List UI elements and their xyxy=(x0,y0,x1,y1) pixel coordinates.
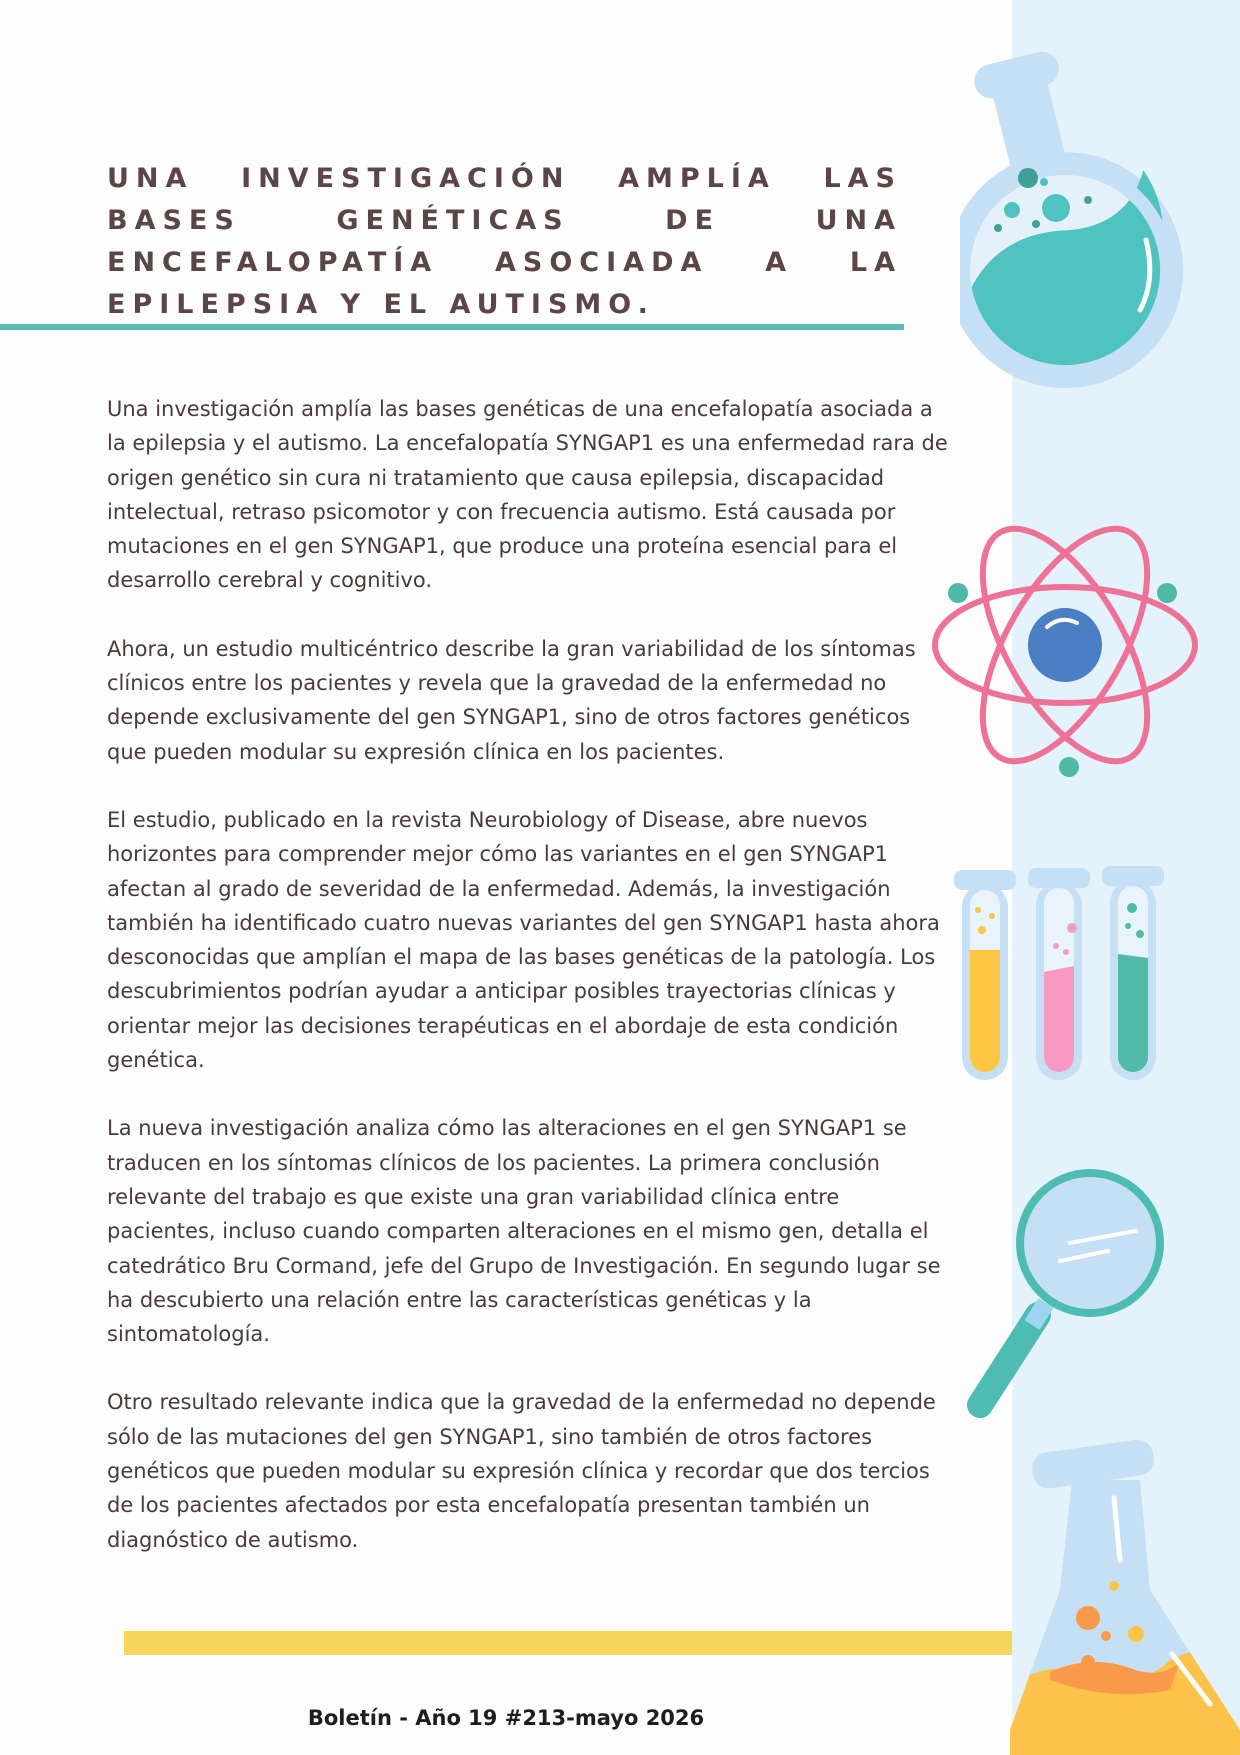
paragraph-5: Otro resultado relevante indica que la gravedad de la enfermedad no depende sólo de las mutaciones del gen SYNGAP1, sino también de otros factores genéticos que pueden modular su expresión clínica y recordar que dos tercios de los pacientes afectados por esta encefalopatía presentan también un diagnóstico de autismo. xyxy=(107,1390,936,1552)
round-bottom-flask-icon xyxy=(960,40,1205,400)
article-title: UNA INVESTIGACIÓN AMPLÍA LAS BASES GENÉTICAS DE UNA ENCEFALOPATÍA ASOCIADA A LA EPILEPSIA Y EL AUTISMO. xyxy=(107,163,902,320)
test-tubes-icon xyxy=(948,860,1178,1100)
paragraph-3: El estudio, publicado en la revista Neurobiology of Disease, abre nuevos horizontes para comprender mejor cómo las variantes en el gen SYNGAP1 afectan al grado de severidad de la enfermedad. Además, la investigación también ha identificado cuatro nuevas variantes del gen SYNGAP1 hasta ahora desconocidas que amplían el mapa de las bases genéticas de la patología. Los descubrimientos podrían ayudar a anticipar posibles trayectorias clínicas y orientar mejor las decisiones terapéuticas en el abordaje de esta condición genética. xyxy=(107,807,940,1073)
footer-divider xyxy=(124,1631,1012,1655)
atom-icon xyxy=(925,505,1205,785)
newsletter-footer: Boletín - Año 19 #213-mayo 2026 xyxy=(307,1706,705,1730)
article-body xyxy=(107,392,952,1591)
conical-flask-icon xyxy=(1010,1440,1240,1755)
paragraph-4: La nueva investigación analiza cómo las alteraciones en el gen SYNGAP1 se traducen en los síntomas clínicos de los pacientes. La primera conclusión relevante del trabajo es que existe una gran variabilidad clínica entre pacientes, incluso cuando comparten alteraciones en el mismo gen, detalla el catedrático Bru Cormand, jefe del Grupo de Investigación. En segundo lugar se ha descubierto una relación entre las características genéticas y la sintomatología. xyxy=(107,1116,941,1347)
paragraph-1: Una investigación amplía las bases genéticas de una encefalopatía asociada a la epilepsia y el autismo. La encefalopatía SYNGAP1 es una enfermedad rara de origen genético sin cura ni tratamiento que causa epilepsia, discapacidad intelectual, retraso psicomotor y con frecuencia autismo. Está causada por mutaciones en el gen SYNGAP1, que produce una proteína esencial para el desarrollo cerebral y cognitivo. xyxy=(107,397,948,593)
title-divider xyxy=(0,324,904,330)
magnifying-glass-icon xyxy=(960,1165,1170,1425)
paragraph-2: Ahora, un estudio multicéntrico describe la gran variabilidad de los síntomas clínicos entre los pacientes y revela que la gravedad de la enfermedad no depende exclusivamente del gen SYNGAP1, sino de otros factores genéticos que pueden modular su expresión clínica en los pacientes. xyxy=(107,636,916,764)
